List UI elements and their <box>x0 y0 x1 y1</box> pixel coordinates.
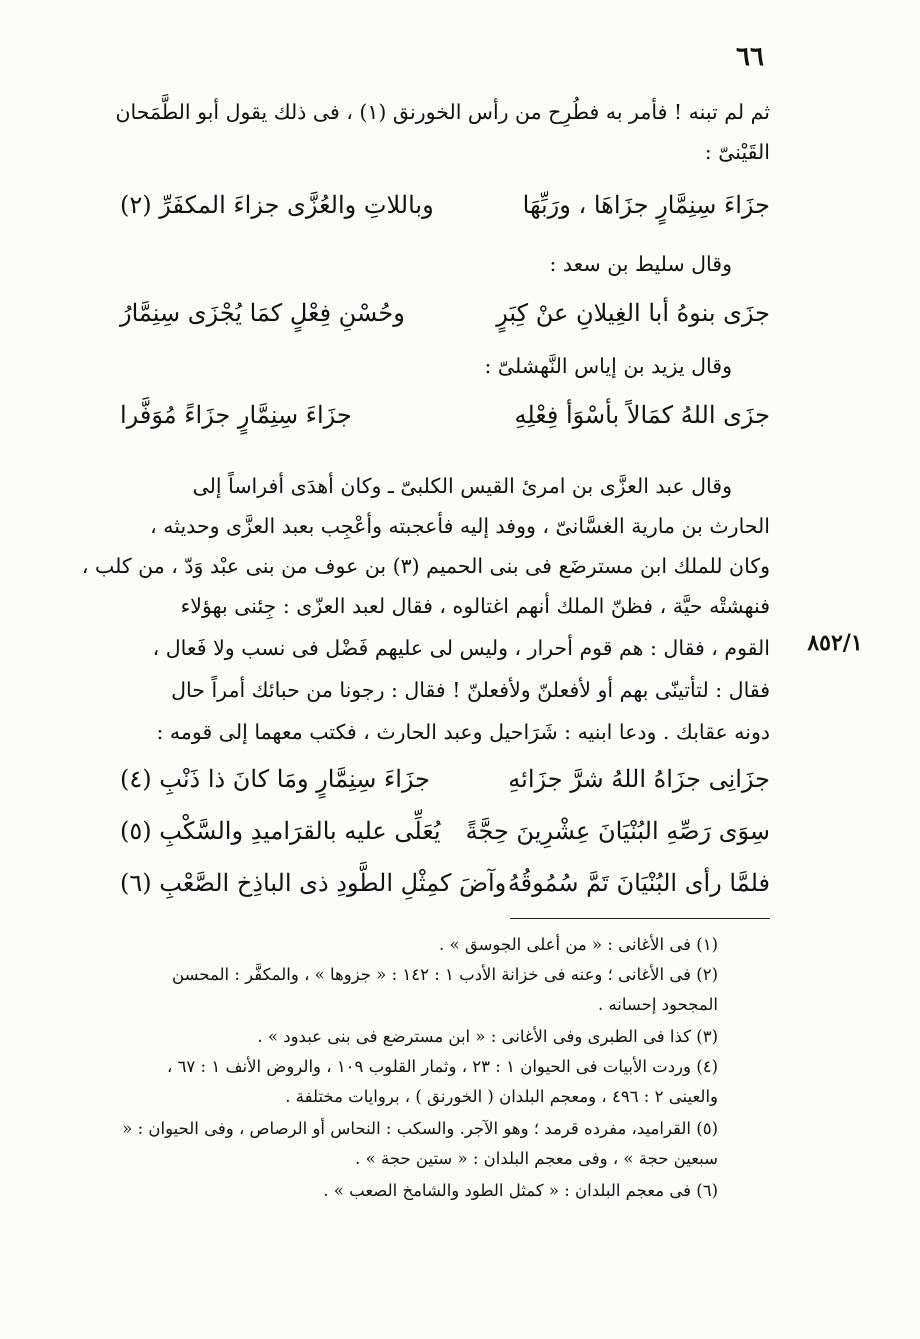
verse-first-hemistich: جزَاءَ سِنِمَّارٍ جزَاهَا ، ورَبِّهَا <box>522 191 770 219</box>
verse-line <box>120 180 770 230</box>
paragraph-line: القوم ، فقال : هم قوم أحرار ، وليس لى عليهم فَضْل فى نسب ولا فَعال ، <box>152 636 770 660</box>
footnote: (٤) وردت الأبيات فى الحيوان ١ : ٢٣ ، وثمار القلوب ١٠٩ ، والروض الأنف ١ : ٦٧ ، والعينى ٢ : ٤٩٦ ، ومعجم البلدان ( الخورنق ) ، بروايات مختلفة . <box>166 1057 718 1106</box>
intro-line: القَيْنىّ : <box>704 140 770 164</box>
verse-first-hemistich: جزَى اللهُ كمَالاً بأسْوَأ فِعْلِهِ <box>514 401 770 429</box>
verse-line <box>120 858 770 908</box>
footnote: (٦) فى معجم البلدان : « كمثل الطود والشامخ الصعب » . <box>323 1181 718 1200</box>
footnote: (٥) القراميد، مفرده قرمد ؛ وهو الآجر. والسكب : النحاس أو الرصاص ، وفى الحيوان : « سبعين حجة » ، وفى معجم البلدان : « ستين حجة » . <box>122 1119 718 1168</box>
verse-second-hemistich: جزَاءَ سِنِمَّارٍ جزَاءً مُوَفَّرا <box>120 401 352 429</box>
verse-line <box>120 806 770 856</box>
verse-second-hemistich: جزَاءَ سِنِمَّارٍ ومَا كانَ ذا ذَنْبِ (٤) <box>120 765 430 793</box>
verse-second-hemistich: وباللاتِ والعُزَّى جزاءَ المكفَرِّ (٢) <box>120 191 434 219</box>
verse-first-hemistich: سِوَى رَصِّهِ البُنْيَانَ عِشْرِينَ حِجَّةً <box>465 817 770 845</box>
poet-intro: وقال سليط بن سعد : <box>549 252 732 276</box>
footnote: (٢) فى الأغانى ؛ وعنه فى خزانة الأدب ١ : ١٤٢ : « جزوها » ، والمكفَّر : المحسن المجحود إحسانه . <box>172 965 718 1014</box>
paragraph-line: الحارث بن مارية الغسَّانىّ ، ووفد إليه فأعجبته وأعْجِب بعبد العزَّى وحديثه ، <box>150 514 770 538</box>
verse-second-hemistich: وحُسْنِ فِعْلٍ كمَا يُجْزَى سِنِمَّارُ <box>120 299 405 327</box>
intro-line: ثم لم تبنه ! فأمر به فطُرِح من رأس الخورنق (١) ، فى ذلك يقول أبو الطَّمَحان <box>115 100 770 124</box>
paragraph-line: وكان للملك ابن مسترضَع فى بنى الحميم (٣) بن عوف من بنى عبْد وَدّ ، من كلب ، <box>81 554 770 578</box>
verse-line <box>120 754 770 804</box>
paragraph-line: فقال : لتأتينّى بهم أو لأفعلنّ ولأفعلنّ ! فقال : رجونا من حبائك أمراً حال <box>171 678 770 702</box>
side-reference: ٨٥٢/١ <box>807 630 863 656</box>
page-number: ٦٦ <box>736 42 764 72</box>
verse-first-hemistich: فلمَّا رأى البُنْيَانَ تَمَّ سُمُوقُهُ <box>507 869 770 897</box>
footnote: (١) فى الأغانى : « من أعلى الجوسق » . <box>439 935 718 954</box>
paragraph-line: دونه عقابك . ودعا ابنيه : شَرَاحيل وعبد الحارث ، فكتب معهما إلى قومه : <box>156 720 770 744</box>
footnote-separator <box>510 918 770 919</box>
paragraph-line: وقال عبد العزَّى بن امرئ القيس الكلبىّ ـ وكان أهدَى أفراساً إلى <box>192 474 732 498</box>
footnote: (٣) كذا فى الطبرى وفى الأغانى : « ابن مسترضع فى بنى عبدود » . <box>257 1027 718 1046</box>
verse-first-hemistich: جزَانِى جزَاهُ اللهُ شرَّ جزَائهِ <box>508 765 770 793</box>
verse-second-hemistich: يُعَلِّى عليه بالقرَاميدِ والسَّكْبِ (٥) <box>120 817 441 845</box>
paragraph-line: فنهشتْه حيَّة ، فظنّ الملك أنهم اغتالوه ، فقال لعبد العزّى : جِئنى بهؤلاء <box>180 594 770 618</box>
verse-line <box>120 390 770 440</box>
poet-intro: وقال يزيد بن إياس النَّهشلىّ : <box>484 354 732 378</box>
verse-first-hemistich: جزَى بنوهُ أبا الغِيلانِ عنْ كِبَرٍ <box>496 299 770 327</box>
verse-line <box>120 288 770 338</box>
verse-second-hemistich: وآضَ كمِثْلِ الطَّودِ ذى الباذِخ الصَّعْبِ (٦) <box>120 869 507 897</box>
